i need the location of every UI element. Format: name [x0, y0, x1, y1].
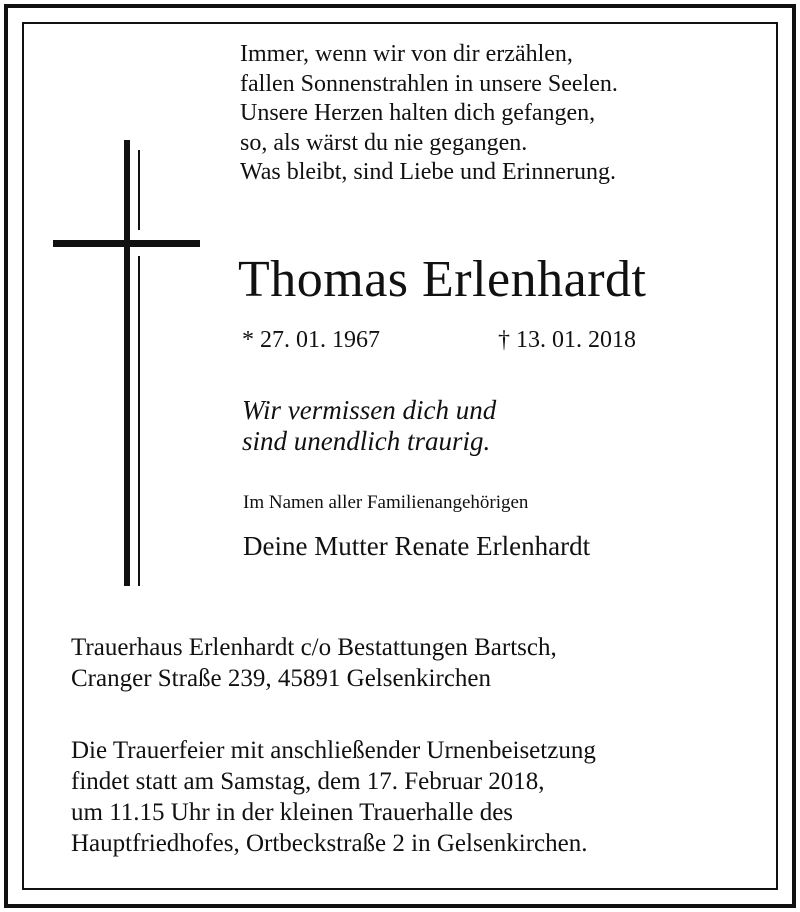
ceremony-line: um 11.15 Uhr in der kleinen Trauerhalle des: [71, 799, 514, 826]
remembrance-line: Wir vermissen dich und: [242, 395, 497, 425]
poem-line: so, als wärst du nie gegangen.: [240, 129, 528, 156]
poem-line: fallen Sonnenstrahlen in unsere Seelen.: [240, 70, 618, 97]
signature: Deine Mutter Renate Erlenhardt: [243, 531, 591, 561]
mourning-address: [71, 632, 557, 694]
poem-line: Unsere Herzen halten dich gefangen,: [240, 100, 596, 126]
cross-vertical-bar: [124, 140, 130, 586]
ceremony-line: Hauptfriedhofes, Ortbeckstraße 2 in Gelsenkirchen.: [71, 830, 588, 857]
remembrance-text: [242, 395, 496, 457]
ceremony-info: [71, 735, 596, 859]
death-date: † 13. 01. 2018: [498, 327, 636, 353]
ceremony-line: findet statt am Samstag, dem 17. Februar 2018,: [71, 768, 545, 795]
poem: [240, 40, 618, 188]
cross-horizontal-bar: [53, 240, 200, 247]
deceased-name: Thomas Erlenhardt: [238, 251, 647, 308]
remembrance-line: sind unendlich traurig.: [242, 426, 491, 456]
address-line: Cranger Straße 239, 45891 Gelsenkirchen: [71, 665, 492, 692]
cross-thin-line-upper: [138, 150, 140, 230]
family-line: Im Namen aller Familienangehörigen: [243, 492, 529, 513]
cross-thin-line-lower: [138, 256, 140, 586]
poem-line: Immer, wenn wir von dir erzählen,: [240, 41, 573, 67]
poem-line: Was bleibt, sind Liebe und Erinnerung.: [240, 159, 616, 185]
birth-date: * 27. 01. 1967: [242, 327, 380, 353]
ceremony-line: Die Trauerfeier mit anschließender Urnenbeisetzung: [71, 737, 596, 764]
address-line: Trauerhaus Erlenhardt c/o Bestattungen Bartsch,: [71, 634, 557, 661]
